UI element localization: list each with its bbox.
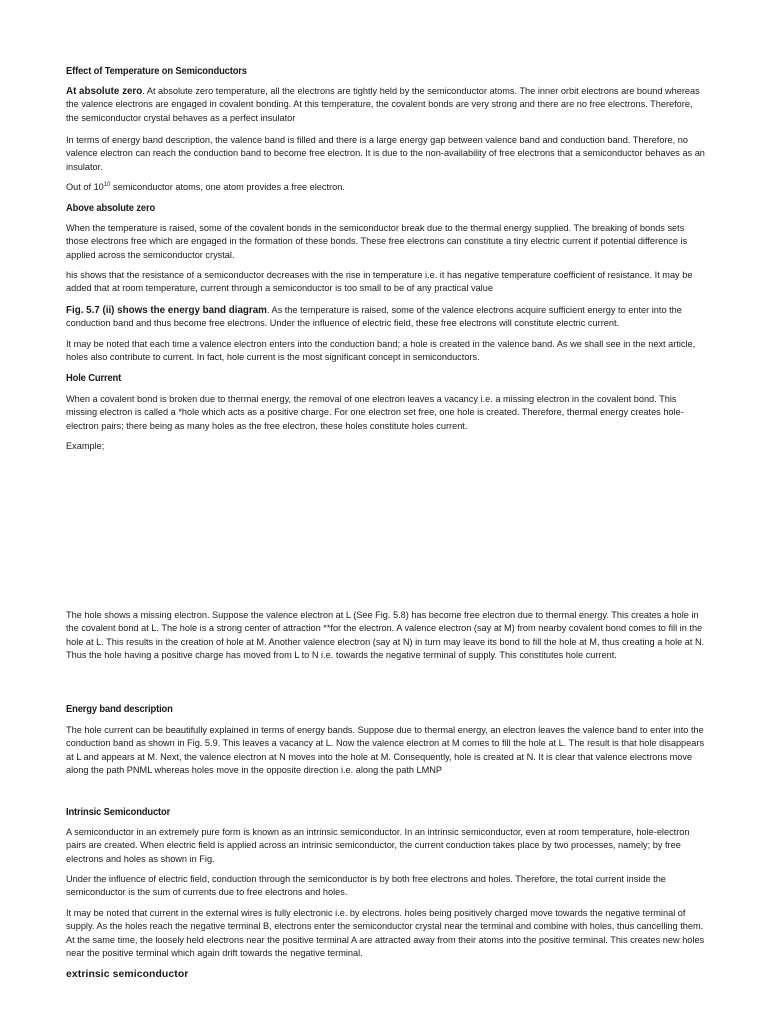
paragraph-energy-band-zero: In terms of energy band description, the valence band is filled and there is a large energy gap between valence band and conduction band. Therefore, no valence electron can reach the conduction band to become free electron. It is due to the non-availability of free electrons that a semiconductor behaves as an insulator.: [66, 135, 705, 172]
paragraph-electric-field: Under the influence of electric field, conduction through the semiconductor is by both free electrons and holes. Therefore, the total current inside the semiconductor is the sum of currents due to free electrons and holes.: [66, 874, 666, 898]
paragraph-one-atom: [66, 181, 706, 194]
heading-hole-current: Hole Current: [66, 373, 122, 384]
one-atom-pre: Out of 10: [66, 182, 104, 192]
paragraph-covalent-bond: When a covalent bond is broken due to thermal energy, the removal of one electron leaves a vacancy i.e. a missing electron in the covalent bond. This missing electron is called a *hole which acts as a positive charge. For one electron set free, one hole is created. Therefore, thermal energy creates hole-electron pairs; there being as many holes as the free electron, these holes constitute holes current.: [66, 394, 684, 431]
paragraph-hole-current-bands: The hole current can be beautifully explained in terms of energy bands. Suppose due to thermal energy, an electron leaves the valence band to enter into the conduction band as shown in Fig. 5.9. This leaves a vacancy at L. Now the valence electron at M comes to fill the hole at L. The result is that hole disappears at L and appears at M. Next, the valence electron at N moves into the hole at M. Consequently, hole is created at N. It is clear that valence electrons move along the path PNML whereas holes move in the opposite direction i.e. along the path LMNP: [66, 725, 705, 776]
paragraph-fig-5-7: [66, 304, 706, 331]
heading-intrinsic-semiconductor: Intrinsic Semiconductor: [66, 807, 171, 818]
paragraph-temperature-raised: When the temperature is raised, some of the covalent bonds in the semiconductor break due to the thermal energy supplied. The breaking of bonds sets those electrons free which are engaged in the formation of these bonds. These free electrons can constitute a tiny electric current if potential difference is applied across the semiconductor crystal.: [66, 223, 688, 260]
text-fig-5-7: . As the temperature is raised, some of the valence electrons acquire sufficient energy to enter into the conduction band and thus become free electrons. Under the influence of electric field, these free electrons will constitute electric current.: [66, 305, 682, 329]
heading-above-absolute-zero: Above absolute zero: [66, 203, 156, 214]
paragraph-intrinsic-definition: A semiconductor in an extremely pure form is known as an intrinsic semiconductor. In an intrinsic semiconductor, even at room temperature, hole-electron pairs are created. When electric field is applied across an intrinsic semiconductor, the current conduction takes place by two processes, namely; by free electrons and holes as shown in Fig.: [66, 827, 690, 864]
doc-title: Effect of Temperature on Semiconductors: [66, 66, 247, 77]
paragraph-resistance: his shows that the resistance of a semiconductor decreases with the rise in temperature i.e. it has negative temperature coefficient of resistance. It may be added that at room temperature, current through a semiconductor is too small to be of any practical value: [66, 270, 693, 294]
lead-absolute-zero: At absolute zero: [66, 86, 143, 97]
one-atom-post: semiconductor atoms, one atom provides a free electron.: [110, 182, 345, 192]
paragraph-example: Example;: [66, 441, 105, 451]
one-atom-exponent: 10: [103, 182, 111, 188]
text-absolute-zero: . At absolute zero temperature, all the electrons are tightly held by the semiconductor atoms. The inner orbit electrons are bound whereas the valence electrons are engaged in covalent bonding. At this temperature, the covalent bonds are very strong and there are no free electrons. Therefore, the semiconductor crystal behaves as a perfect insulator: [66, 86, 700, 123]
heading-energy-band-description: Energy band description: [66, 704, 173, 715]
heading-extrinsic-semiconductor: extrinsic semiconductor: [66, 969, 189, 980]
paragraph-hole-missing-electron: The hole shows a missing electron. Suppose the valence electron at L (See Fig. 5.8) has become free electron due to thermal energy. This creates a hole in the covalent bond at L. The hole is a strong center of attraction **for the electron. A valence electron (say at M) from nearby covalent bond comes to fill in the hole at L. This results in the creation of hole at M. Another valence electron (say at N) in turn may leave its bond to fill the hole at M, thus creating a hole at N. Thus the hole having a positive charge has moved from L to N i.e. towards the negative terminal of supply. This constitutes hole current.: [66, 610, 705, 661]
paragraph-hole-created: It may be noted that each time a valence electron enters into the conduction band; a hole is created in the valence band. As we shall see in the next article, holes also contribute to current. In fact, hole current is the most significant concept in semiconductors.: [66, 339, 696, 363]
paragraph-absolute-zero: [66, 85, 706, 125]
lead-fig-5-7: Fig. 5.7 (ii) shows the energy band diagram: [66, 305, 267, 316]
paragraph-external-wires: It may be noted that current in the external wires is fully electronic i.e. by electrons. holes being positively charged move towards the negative terminal of supply. As the holes reach the negative terminal B, electrons enter the semiconductor crystal near the terminal and combine with holes, thus cancelling them. At the same time, the loosely held electrons near the positive terminal A are attracted away from their atoms into the positive terminal. This creates new holes near the positive terminal which again drift towards the negative terminal.: [66, 908, 705, 959]
